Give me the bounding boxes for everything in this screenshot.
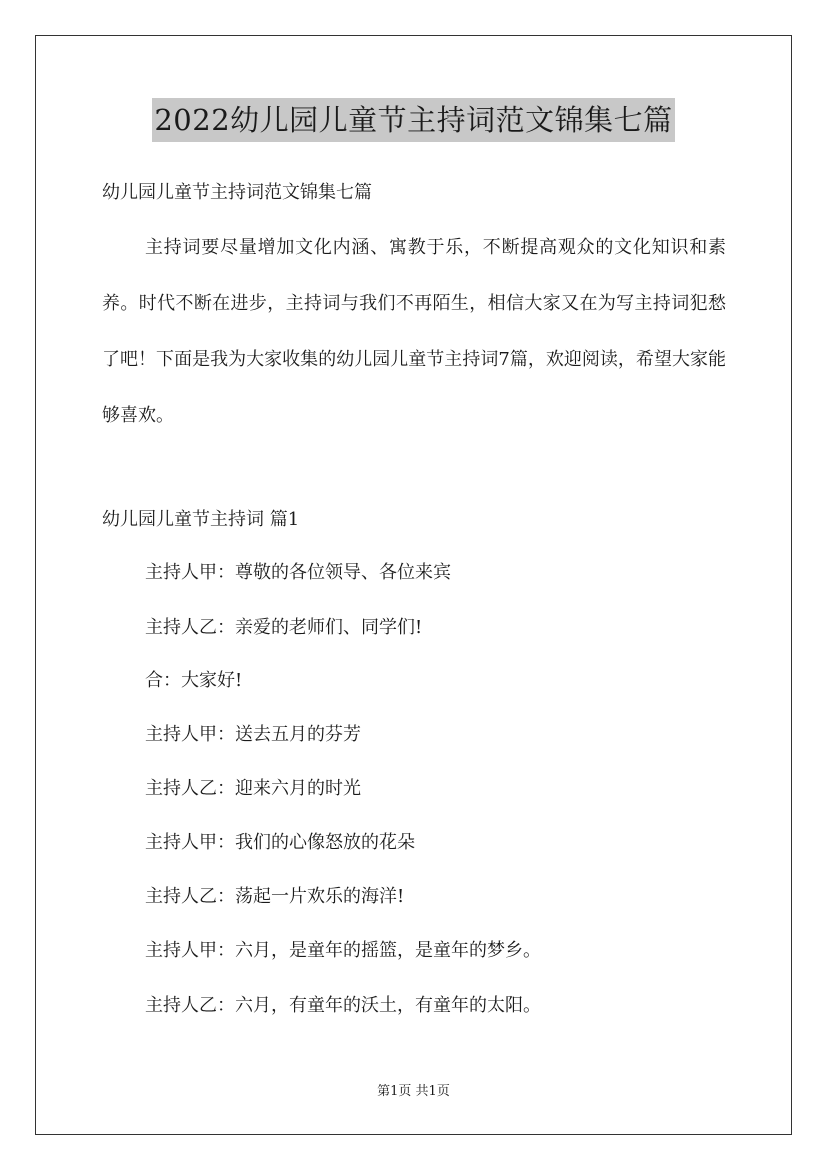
title-wrapper: [0, 98, 827, 142]
script-line: 主持人乙：六月，有童年的沃土，有童年的太阳。: [145, 995, 541, 1016]
script-line: 主持人甲：六月，是童年的摇篮，是童年的梦乡。: [145, 940, 541, 961]
script-line: 主持人乙：荡起一片欢乐的海洋!: [145, 886, 405, 907]
script-line: 主持人甲：我们的心像怒放的花朵: [145, 832, 415, 853]
script-line: 主持人甲：送去五月的芬芳: [145, 724, 361, 745]
subtitle: 幼儿园儿童节主持词范文锦集七篇: [102, 182, 372, 203]
script-line: 合：大家好!: [145, 670, 243, 691]
document-title: 2022幼儿园儿童节主持词范文锦集七篇: [152, 98, 674, 142]
intro-paragraph: 主持词要尽量增加文化内涵、寓教于乐，不断提高观众的文化知识和素养。时代不断在进步，主持词与我们不再陌生，相信大家又在为写主持词犯愁了吧！下面是我为大家收集的幼儿园儿童节主持词7篇，欢迎阅读，希望大家能够喜欢。: [102, 237, 726, 426]
script-line: 主持人甲：尊敬的各位领导、各位来宾: [145, 562, 451, 583]
script-line: 主持人乙：迎来六月的时光: [145, 778, 361, 799]
section-heading: 幼儿园儿童节主持词 篇1: [102, 509, 300, 530]
script-line: 主持人乙：亲爱的老师们、同学们!: [145, 617, 423, 638]
page-footer: 第1页 共1页: [377, 1084, 450, 1099]
